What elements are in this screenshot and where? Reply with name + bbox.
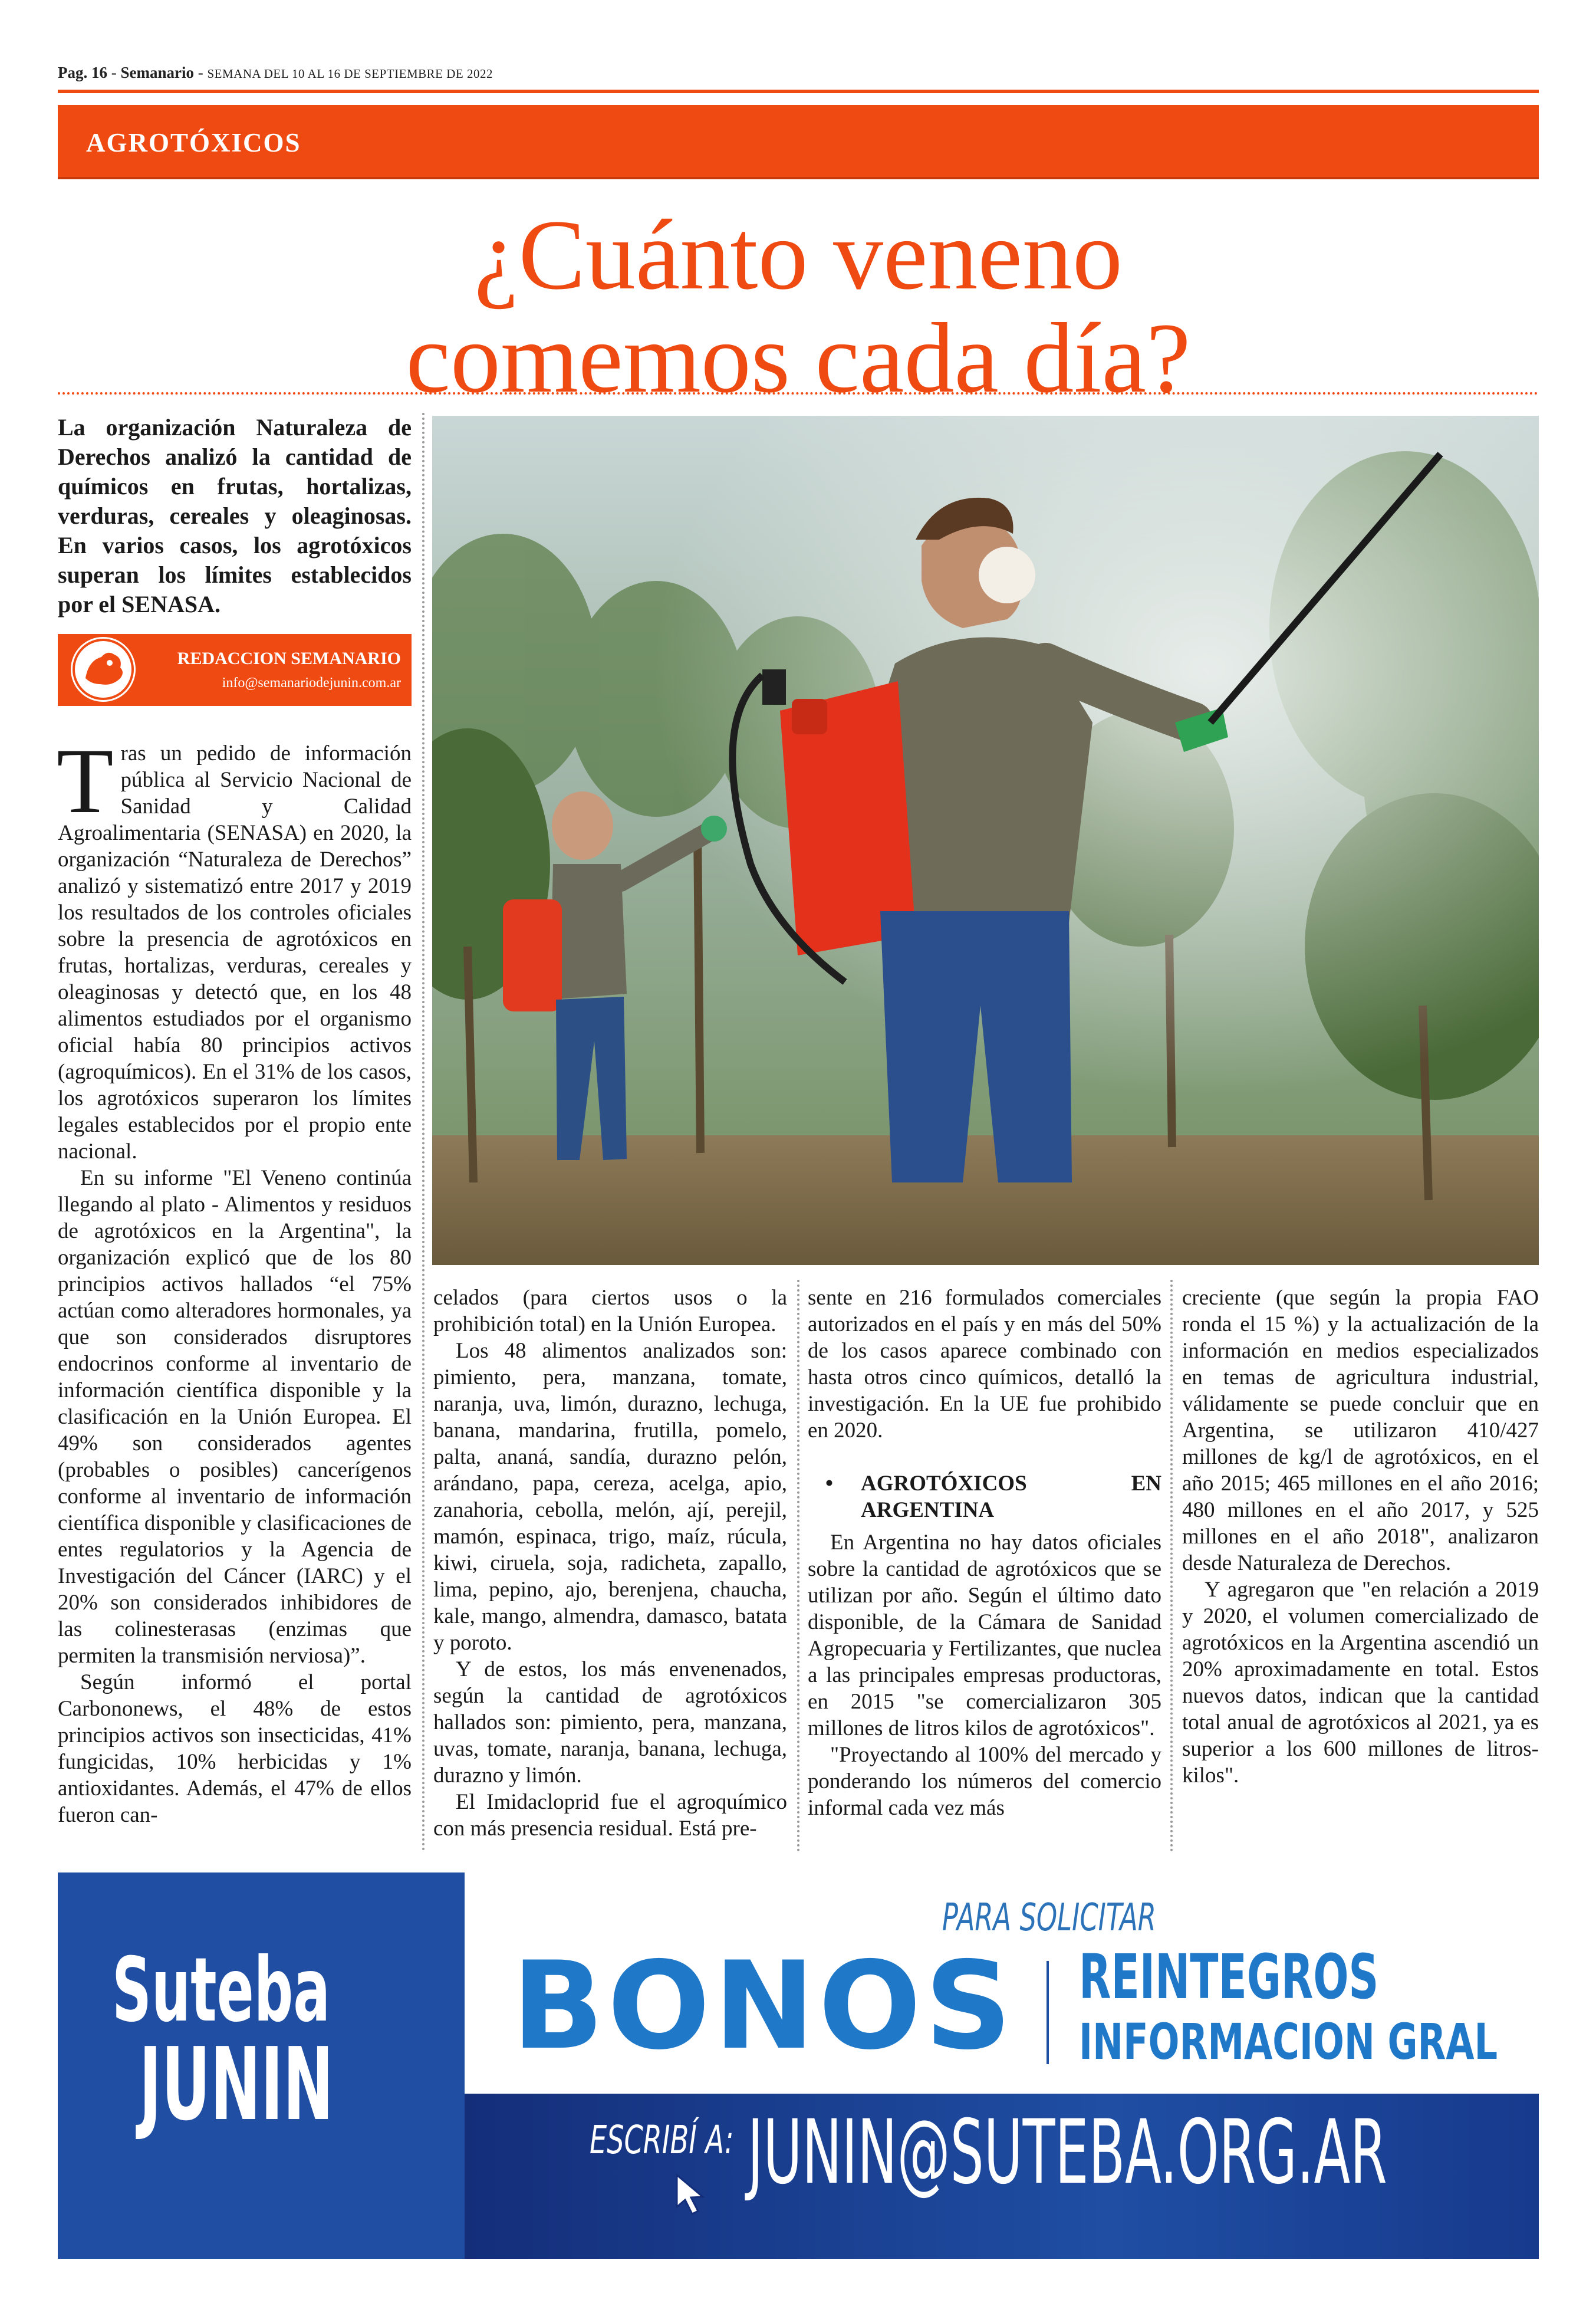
ad-pretitle: PARA SOLICITAR xyxy=(942,1896,1156,1940)
article-photo xyxy=(432,416,1539,1265)
ad-cta-label: ESCRIBÍ A: xyxy=(590,2117,734,2163)
article-column-4 xyxy=(1182,1285,1539,1789)
section-label: AGROTÓXICOS xyxy=(86,128,301,157)
paragraph: En Argentina no hay datos oficiales sobre la cantidad de agrotóxicos que se utilizan por año. Según el último dato disponible, de la Cámara de Sanidad Agropecuaria y Fertilizantes, que nuclea a las principales empresas productoras, en 2015 "se comercializaron 305 millones de litros kilos de agrotóxicos". xyxy=(808,1530,1161,1740)
paragraph: Y agregaron que "en relación a 2019 y 2020, el volumen comercializado de agrotóxicos en la Argentina ascendió un 20% aproximadamente en total. Estos nuevos datos, indican que la cantidad total anual de agrotóxicos al 2021, ya es superior a los 600 millones de litros-kilos". xyxy=(1182,1578,1539,1788)
column-divider xyxy=(797,1280,799,1852)
issue-date: SEMANA DEL 10 AL 16 DE SEPTIEMBRE DE 2022 xyxy=(207,67,493,81)
ad-brand-line-1: Suteba xyxy=(112,1939,331,2042)
page-header-line xyxy=(58,64,493,82)
drop-cap: T xyxy=(57,730,114,833)
subheading xyxy=(808,1470,1161,1523)
paragraph: El Imidacloprid fue el agroquímico con más presencia residual. Está pre- xyxy=(433,1790,787,1841)
ad-main-word: BONOS xyxy=(512,1936,1016,2077)
title-divider xyxy=(58,392,1539,395)
header-rule xyxy=(58,90,1539,93)
bullet-icon: • xyxy=(825,1471,833,1496)
separator: - xyxy=(107,64,121,81)
article-lead: La organización Naturaleza de Derechos analizó la cantidad de químicos en frutas, hortalizas, verduras, cereales y oleaginosas. En varios casos, los agrotóxicos superan los límites establecidos por el SENASA. xyxy=(58,414,412,617)
column-divider xyxy=(1170,1280,1173,1852)
byline-email[interactable]: info@semanariodejunin.com.ar xyxy=(222,675,401,691)
title-line-1: ¿Cuánto veneno xyxy=(474,199,1123,310)
paragraph: creciente (que según la propia FAO ronda el 15 %) y la actualización de la información en medios especializados en temas de agricultura industrial, válidamente se puede concluir que en Argentina, se utilizaron 410/427 millones de kg/l de agrotóxicos, en el año 2015; 465 millones en el año 2016; 480 millones en el año 2017, y 525 millones en el año 2018", analizaron desde Naturaleza de Derechos. xyxy=(1182,1286,1539,1575)
paragraph: Según informó el portal Carbononews, el 48% de estos principios activos son insecticidas, 41% fungicidas, 10% herbicidas y 1% antioxidantes. Además, el 47% de ellos fueron can- xyxy=(58,1670,412,1827)
article-column-2 xyxy=(433,1285,787,1842)
paper-name: Semanario xyxy=(120,64,194,81)
paragraph-text: ras un pedido de información pública al Servicio Nacional de Sanidad y Calidad Agroalimentaria (SENASA) en 2020, la organización “Naturaleza de Derechos” analizó y sistematizó entre 2017 y 2019 los resultados de los controles oficiales sobre la presencia de agrotóxicos en frutas, hortalizas, verduras, cereales y oleaginosas y detectó que, en los 48 alimentos estudiados por el organismo oficial había 80 principios activos (agroquímicos). En el 31% de los casos, los agrotóxicos superaron los límites legales establecidos por el propio ente nacional. xyxy=(58,741,412,1164)
article-column-1 xyxy=(57,730,412,1828)
paragraph xyxy=(57,730,412,1165)
article-column-3 xyxy=(808,1285,1161,1821)
ad-email[interactable]: JUNIN@SUTEBA.ORG.AR xyxy=(748,2101,1387,2204)
page-number: Pag. 16 xyxy=(58,64,107,81)
paragraph: celados (para ciertos usos o la prohibición total) en la Unión Europea. xyxy=(433,1286,787,1336)
title-line-2: comemos cada día? xyxy=(406,303,1191,413)
paragraph: sente en 216 formulados comerciales autorizados en el país y en más del 50% de los casos aparece combinado con hasta otros cinco químicos, detalló la investigación. En la UE fue prohibido en 2020. xyxy=(808,1286,1161,1443)
separator: - xyxy=(194,64,208,81)
paragraph: "Proyectando al 100% del mercado y ponderando los números del comercio informal cada vez más xyxy=(808,1743,1161,1820)
ad-divider xyxy=(1047,1961,1049,2064)
ad-line-1: REINTEGROS xyxy=(1079,1941,1379,2013)
subheading-text: AGROTÓXICOS EN ARGENTINA xyxy=(861,1471,1161,1522)
article-title xyxy=(58,199,1539,413)
column-divider xyxy=(422,413,424,1852)
semanario-logo-icon xyxy=(71,637,136,702)
byline-author: REDACCION SEMANARIO xyxy=(177,649,401,668)
ad-brand-line-2: JUNIN xyxy=(139,2026,334,2143)
cursor-arrow-icon xyxy=(672,2170,713,2218)
paragraph: Y de estos, los más envenenados, según la cantidad de agrotóxicos hallados son: pimiento, pera, manzana, uvas, tomate, naranja, banana, lechuga, durazno y limón. xyxy=(433,1657,787,1788)
ad-line-2: INFORMACION GRAL xyxy=(1079,2013,1498,2071)
paragraph: En su informe "El Veneno continúa llegando al plato - Alimentos y residuos de agrotóxicos en la Argentina", la organización explicó que de los 80 principios activos hallados “el 75% actúan como alteradores hormonales, ya que son considerados disruptores endocrinos conforme al inventario de información científica disponible y la clasificación en la Unión Europea. El 49% son considerados agentes (probables o posibles) cancerígenos conforme al inventario de información científica disponible y clasificaciones de entes regulatorios y la Agencia de Investigación del Cáncer (IARC) y el 20% son considerados inhibidores de las colinesterasas (enzimas que permiten la transmisión nerviosa)”. xyxy=(58,1166,412,1668)
paragraph: Los 48 alimentos analizados son: pimiento, pera, manzana, tomate, naranja, uva, limón, durazno, lechuga, banana, mandarina, frutilla, pomelo, palta, ananá, sandía, durazno pelón, arándano, papa, cereza, acelga, apio, zanahoria, cebolla, melón, ají, perejil, mamón, espinaca, trigo, maíz, rúcula, kiwi, ciruela, soja, radicheta, zapallo, lima, pepino, ajo, berenjena, chaucha, kale, mango, almendra, damasco, batata y poroto. xyxy=(433,1339,787,1655)
